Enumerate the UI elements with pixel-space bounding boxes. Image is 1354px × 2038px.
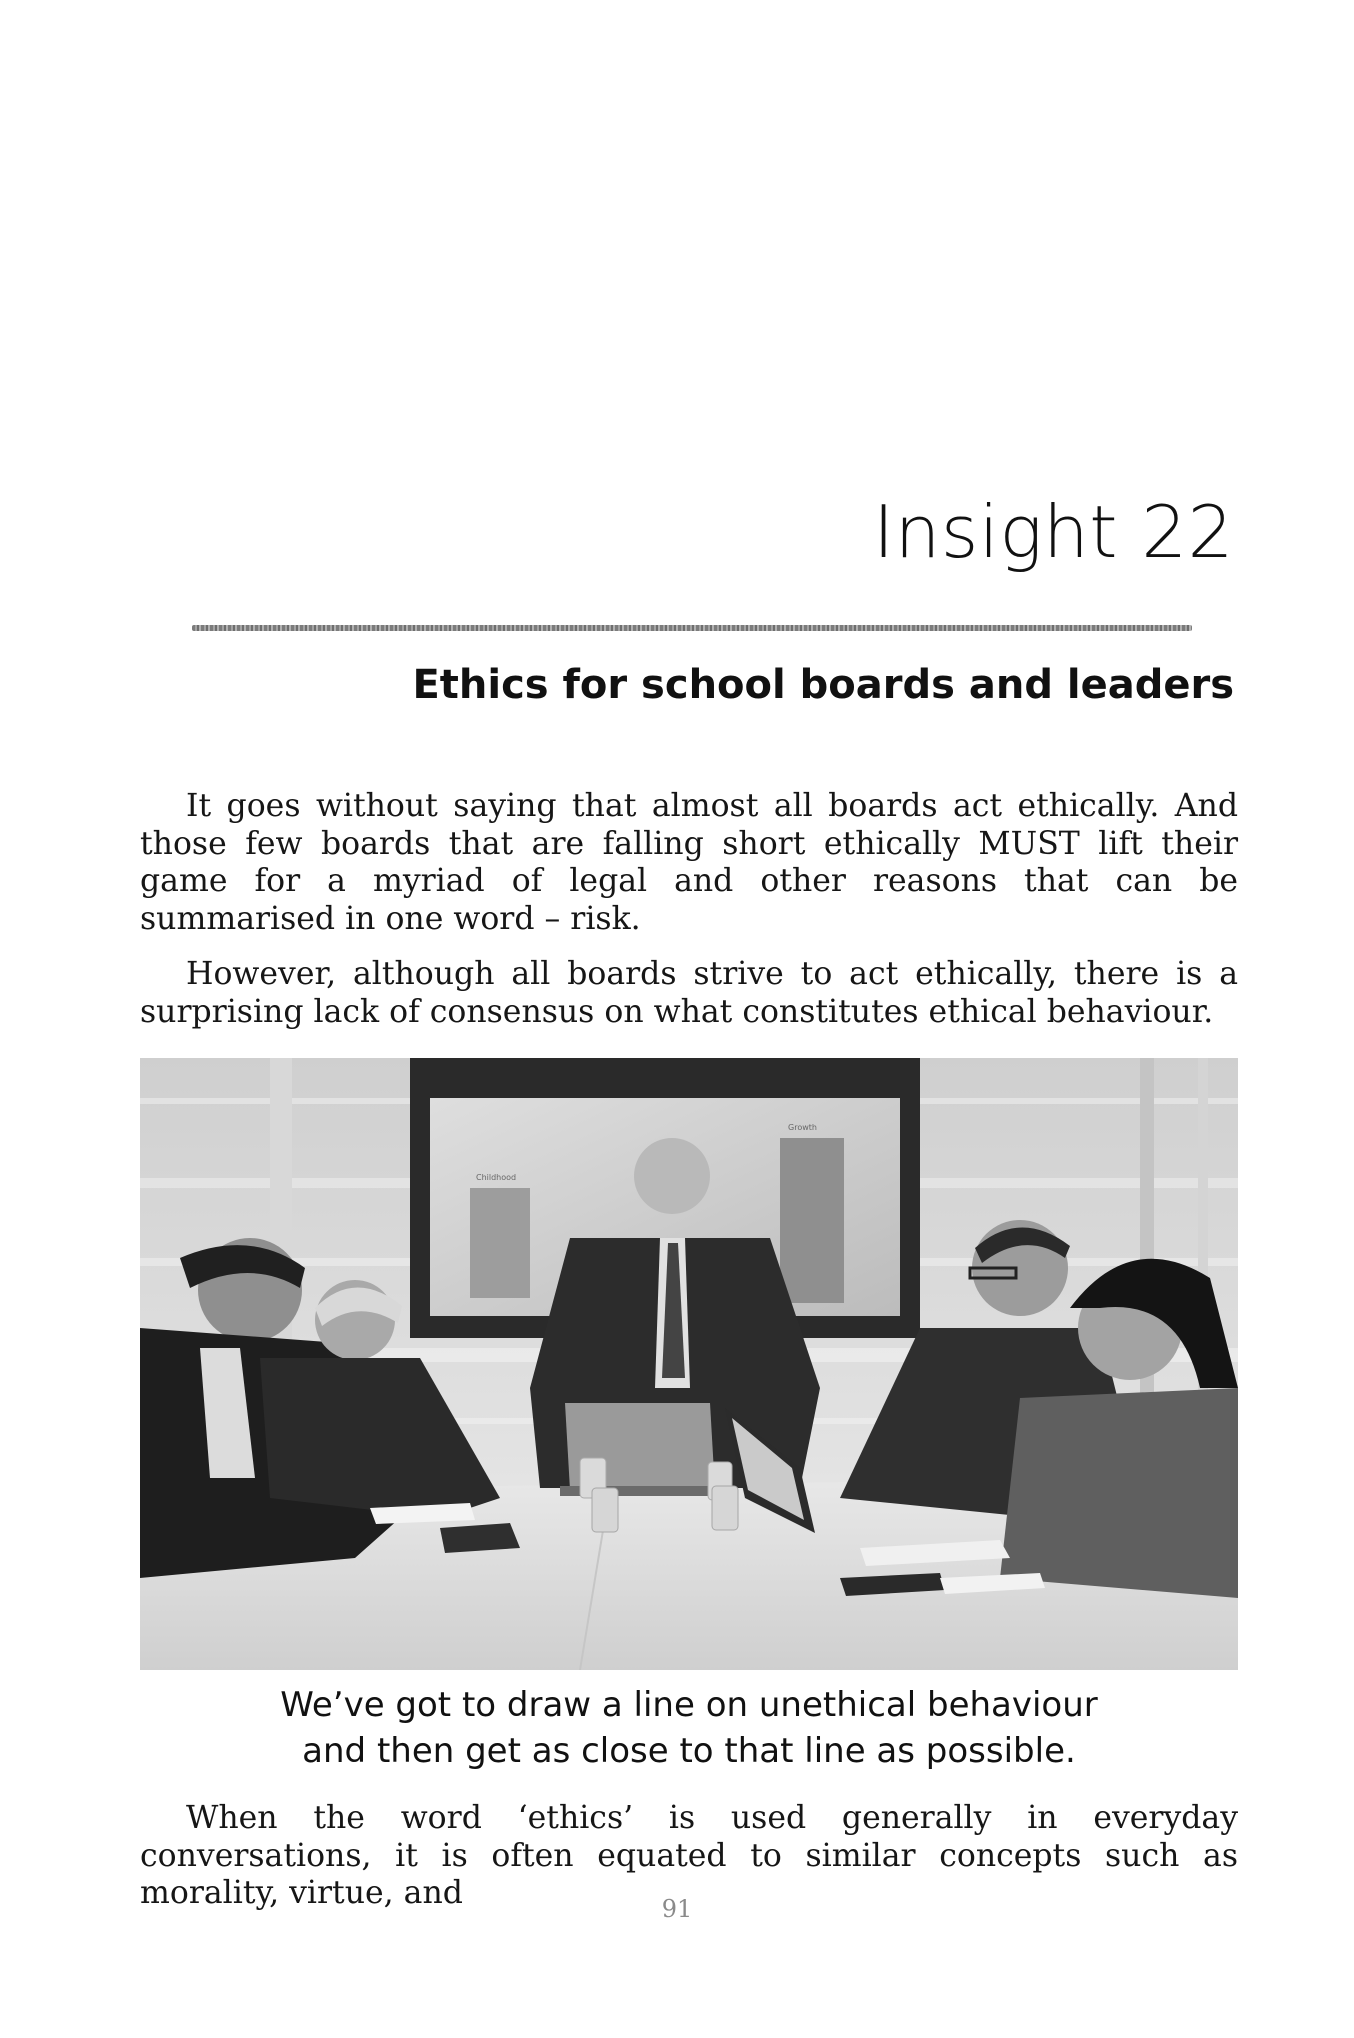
body-paragraph: When the word ‘ethics’ is used generally in everyday conversations, it is often equated to similar concepts such as morality, virtue, and [140,1800,1238,1911]
body-paragraph: It goes without saying that almost all boards act ethically. And those few boards that are falling short ethically MUST lift their game for a myriad of legal and other reasons that can be summarised in one word – risk. [140,788,1238,937]
chapter-subtitle: Ethics for school boards and leaders [412,662,1234,708]
screen-label: Childhood [476,1173,517,1182]
photo-caption [140,1682,1238,1774]
page-number: 91 [661,1895,693,1923]
caption-line: and then get as close to that line as possible. [302,1731,1076,1771]
body-paragraph: However, although all boards strive to act ethically, there is a surprising lack of consensus on what constitutes ethical behaviour. [140,956,1238,1030]
screen-label: Growth [788,1123,817,1132]
chapter-title: Insight 22 [873,490,1234,574]
caption-line: We’ve got to draw a line on unethical behaviour [280,1685,1098,1725]
title-divider [192,625,1192,631]
meeting-photo [140,1058,1238,1670]
